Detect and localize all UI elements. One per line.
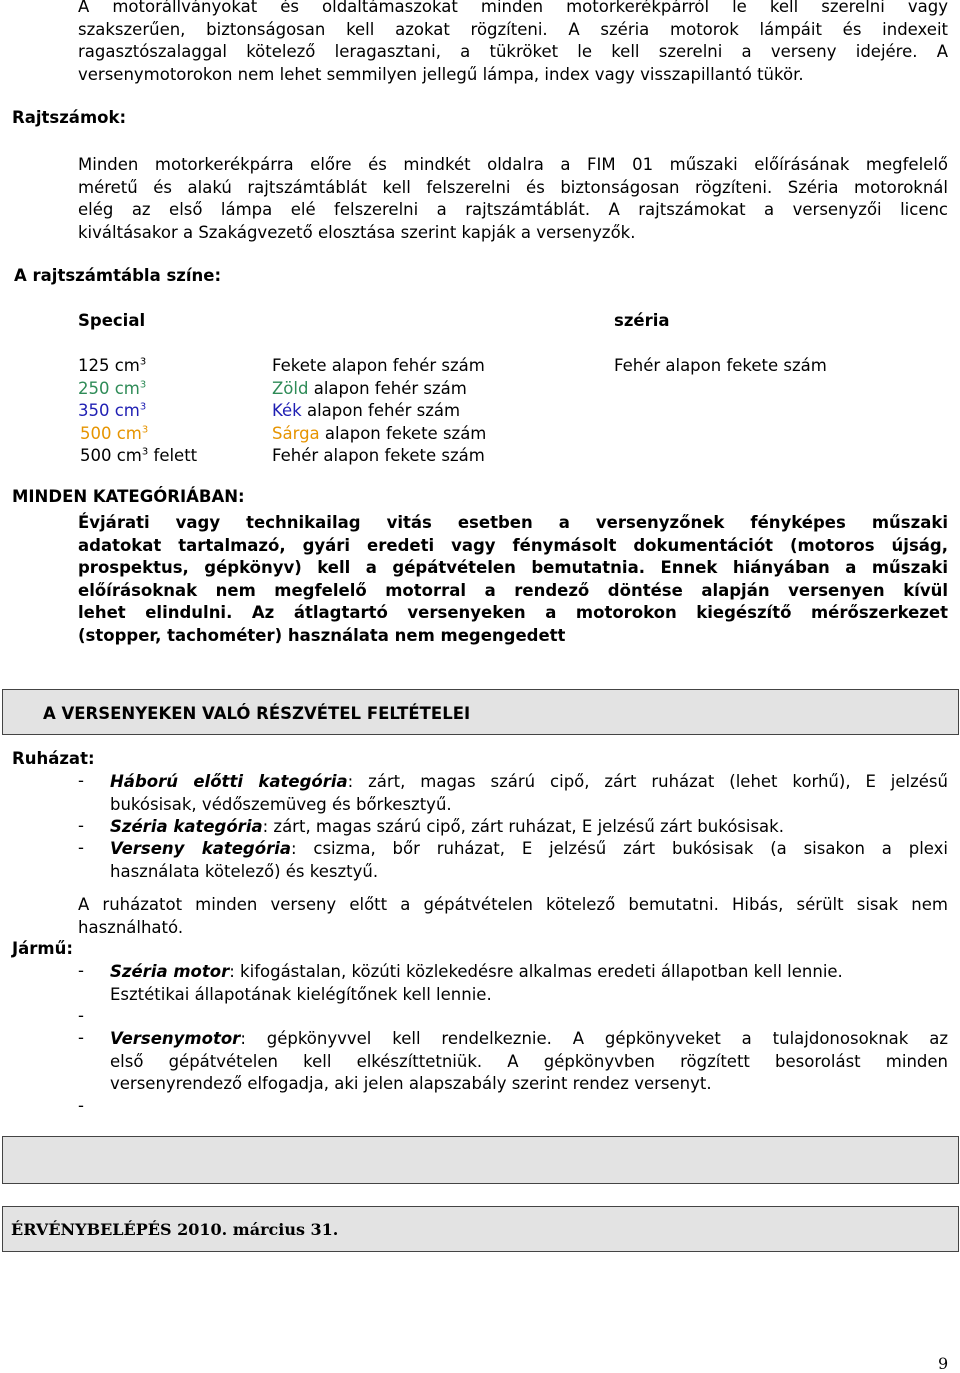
- ruhazat-item-haboru: [110, 771, 948, 816]
- item-continuation: bukósisak, védőszemüveg és bőrkesztyű.: [110, 794, 452, 814]
- color-word: Kék: [272, 401, 302, 420]
- item-term: Széria kategória: [110, 817, 263, 836]
- color-table-heading: A rajtszámtábla színe:: [14, 266, 222, 285]
- seria-color-cell: Fehér alapon fekete szám: [614, 356, 827, 375]
- intro-line: szakszerűen, biztonságosan kell azokat rögzíteni. A széria motorok lámpáit és indexeit: [78, 19, 948, 39]
- item-continuation: Esztétikai állapotának kielégítőnek kell lennie.: [110, 984, 492, 1004]
- item-term: Háború előtti kategória: [110, 772, 348, 791]
- color-word: Sárga: [272, 423, 320, 443]
- minden-line: Évjárati vagy technikailag vitás esetben a versenyzőnek fényképes műszaki: [78, 513, 948, 532]
- color-word: Fehér: [272, 446, 319, 465]
- ruhazat-note: [78, 894, 948, 939]
- special-color-cell: [272, 424, 486, 443]
- cc-superscript: 3: [139, 356, 147, 368]
- list-dash: -: [78, 816, 84, 835]
- cc-cell: [80, 446, 197, 465]
- cc-value: 500 cm: [80, 446, 142, 465]
- color-word: Fekete: [272, 356, 327, 375]
- item-text: : zárt, magas szárú cipő, zárt ruházat, E jelzésű zárt bukósisak.: [262, 817, 784, 836]
- rajtszamok-line: Minden motorkerékpárra előre és mindkét oldalra a FIM 01 műszaki előírásának megfelelő: [78, 155, 948, 174]
- minden-line: előírásoknak nem megfelelő motorral a rendező döntése alapján versenyen kívül: [78, 580, 948, 600]
- cc-superscript: 3: [141, 424, 149, 435]
- cc-cell: [78, 356, 146, 375]
- rajtszamok-paragraph: [78, 154, 948, 244]
- minden-paragraph: [78, 512, 948, 647]
- intro-paragraph: [78, 0, 948, 86]
- rajtszamok-line: kiváltásakor a Szakágvezető elosztása szerint kapják a versenyzők.: [78, 222, 636, 242]
- note-line: használható.: [78, 917, 184, 937]
- section-title: A VERSENYEKEN VALÓ RÉSZVÉTEL FELTÉTELEI: [43, 704, 471, 723]
- cc-suffix: felett: [148, 446, 198, 465]
- intro-line: versenymotorokon nem lehet semmilyen jellegű lámpa, index vagy visszapillantó tükör.: [78, 64, 804, 84]
- minden-line: (stopper, tachométer) használata nem megengedett: [78, 625, 566, 645]
- jarmu-heading: Jármű:: [12, 939, 73, 958]
- list-dash: -: [78, 961, 84, 980]
- list-dash-empty: -: [78, 1006, 84, 1025]
- minden-line: prospektus, gépkönyv) kell a gépátvételen bemutatnia. Ennek hiányában a műszaki: [78, 558, 948, 577]
- color-rest: alapon fehér szám: [308, 378, 467, 398]
- cc-cell: [78, 401, 146, 420]
- item-continuation: első gépátvételen kell elkészíttetniük. A gépkönyvben rögzített besorolást minden: [110, 1051, 948, 1071]
- minden-line: adatokat tartalmazó, gyári eredeti vagy fénymásolt dokumentációt (motoros újság,: [78, 535, 948, 555]
- cc-cell: [78, 379, 146, 398]
- color-rest: alapon fekete szám: [319, 423, 487, 443]
- color-rest: alapon fehér szám: [301, 401, 461, 420]
- note-line: A ruházatot minden verseny előtt a gépátvételen kötelező bemutatni. Hibás, sérült sisak nem: [78, 895, 948, 914]
- special-color-cell: [272, 401, 460, 420]
- ruhazat-item-seria: [110, 816, 948, 839]
- page-number: 9: [938, 1354, 949, 1373]
- jarmu-item-versenymotor: [110, 1028, 948, 1096]
- special-color-cell: [272, 356, 485, 375]
- item-continuation: versenyrendező elfogadja, aki jelen alapszabály szerint rendez versenyt.: [110, 1074, 712, 1093]
- special-color-cell: [272, 446, 485, 465]
- col-seria-header: széria: [614, 311, 670, 330]
- minden-heading: MINDEN KATEGÓRIÁBAN:: [12, 487, 245, 506]
- col-special-header: Special: [78, 311, 146, 330]
- cc-value: 125 cm: [78, 356, 140, 375]
- cc-value: 350 cm: [78, 401, 140, 420]
- list-dash: -: [78, 838, 84, 857]
- item-text: : gépkönyvvel kell rendelkeznie. A gépkönyveket a tulajdonosoknak az: [240, 1029, 948, 1048]
- ruhazat-heading: Ruházat:: [12, 749, 95, 768]
- cc-value: 500 cm: [80, 423, 142, 443]
- ruhazat-item-verseny: [110, 838, 948, 883]
- validity-text: ÉRVÉNYBELÉPÉS 2010. március 31.: [11, 1220, 339, 1239]
- intro-line: A motorállványokat és oldaltámaszokat minden motorkerékpárról le kell szerelni vagy: [78, 0, 948, 16]
- list-dash-empty: -: [78, 1096, 84, 1115]
- color-word: Zöld: [272, 378, 309, 398]
- item-term: Versenymotor: [110, 1029, 241, 1048]
- rajtszamok-heading: Rajtszámok:: [12, 108, 127, 127]
- item-text: : zárt, magas szárú cipő, zárt ruházat (lehet korhű), E jelzésű: [347, 772, 948, 791]
- cc-superscript: 3: [139, 379, 147, 390]
- section-title-box: [2, 689, 959, 735]
- cc-cell: [80, 424, 148, 443]
- cc-value: 250 cm: [78, 378, 140, 398]
- special-color-cell: [272, 379, 467, 398]
- color-rest: alapon fekete szám: [318, 446, 485, 465]
- intro-line: ragasztószalaggal kötelező leragasztani, a tükröket le kell szerelni a verseny idejére. A: [78, 42, 948, 61]
- color-rest: alapon fehér szám: [326, 356, 485, 375]
- item-text: : kifogástalan, közúti közlekedésre alkalmas eredeti állapotban kell lennie.: [229, 962, 843, 981]
- item-continuation: használata kötelező) és kesztyű.: [110, 861, 379, 881]
- item-text: : csizma, bőr ruházat, E jelzésű zárt bukósisak (a sisakon a plexi: [291, 839, 948, 858]
- cc-superscript: 3: [139, 401, 147, 413]
- item-term: Széria motor: [110, 962, 230, 981]
- rajtszamok-line: méretű és alakú rajtszámtáblát kell felszerelni és biztonságosan rögzíteni. Széria motoroknál: [78, 177, 948, 197]
- jarmu-item-seria: [110, 961, 948, 1006]
- empty-gray-box: [2, 1136, 959, 1184]
- item-term: Verseny kategória: [110, 839, 291, 858]
- cc-superscript: 3: [141, 446, 149, 458]
- list-dash: -: [78, 1028, 84, 1047]
- minden-line: lehet elindulni. Az átlagtartó versenyeken a motorokon kiegészítő mérőszerkezet: [78, 603, 948, 622]
- validity-box: [2, 1206, 959, 1252]
- rajtszamok-line: elég az első lámpa elé felszerelni a rajtszámtáblát. A rajtszámokat a versenyzői licenc: [78, 200, 948, 219]
- list-dash: -: [78, 771, 84, 790]
